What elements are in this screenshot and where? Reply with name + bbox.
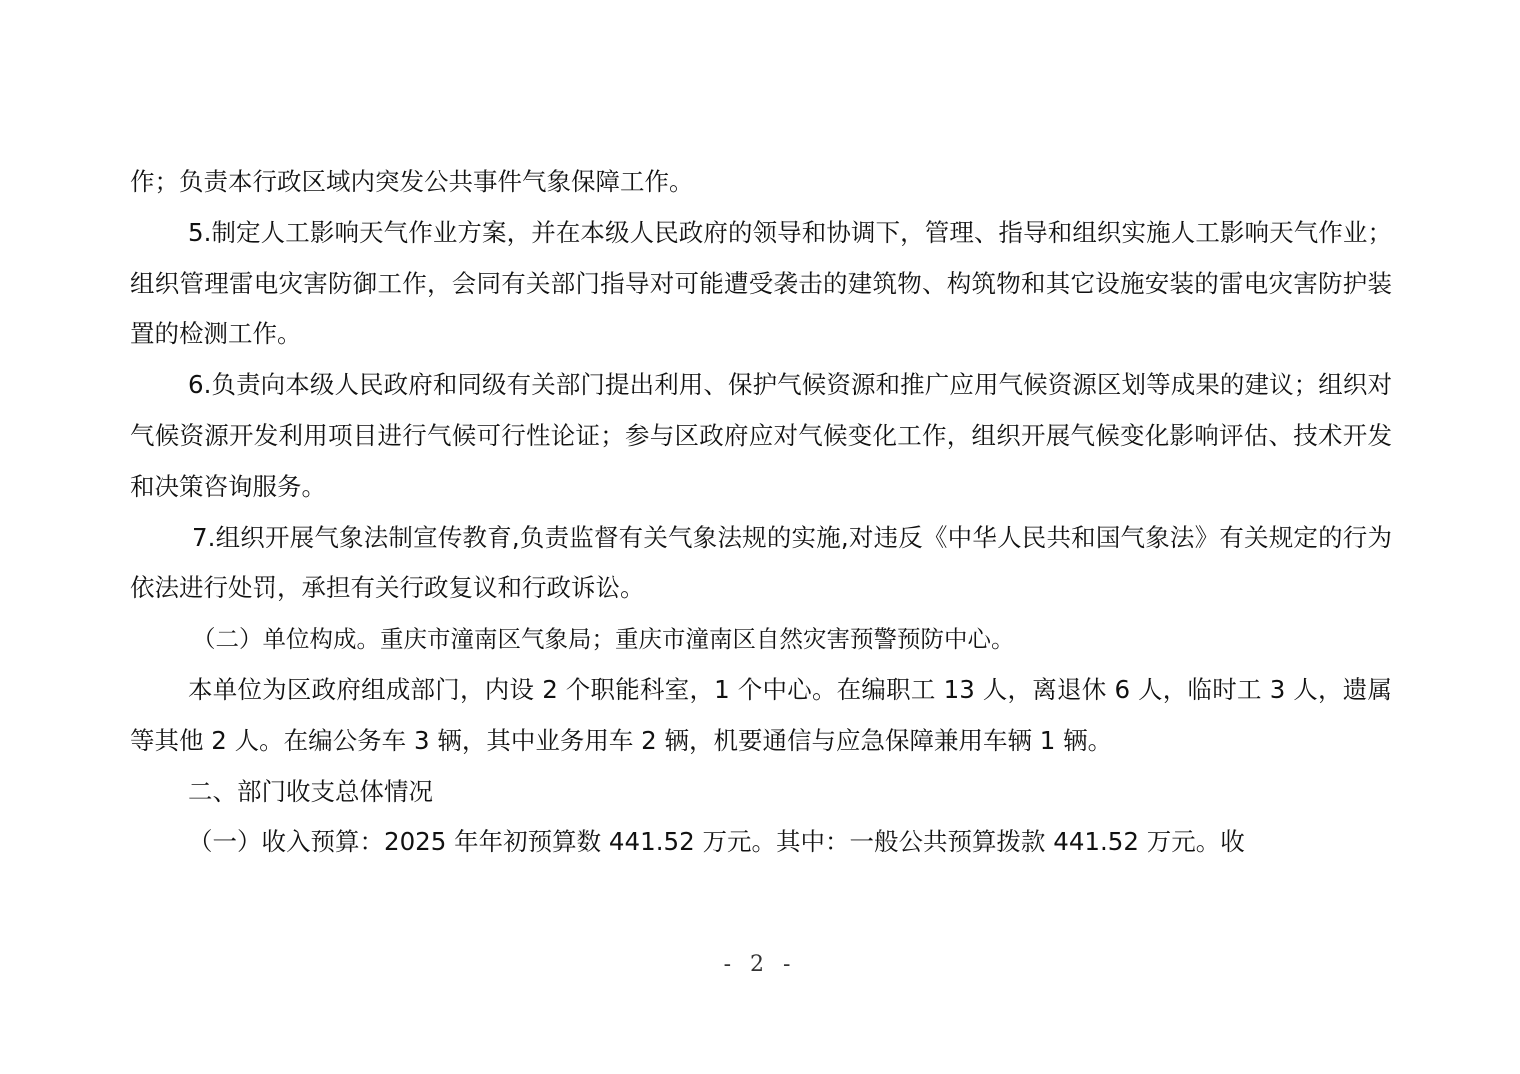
page-number: - 2 - [723, 952, 797, 977]
paragraph-item-5: 5.制定人工影响天气作业方案，并在本级人民政府的领导和协调下，管理、指导和组织实施人工影响天气作业；组织管理雷电灾害防御工作，会同有关部门指导对可能遭受袭击的建筑物、构筑物和其它设施安装的雷电灾害防护装置的检测工作。 [130, 217, 1392, 349]
paragraph-unit-composition: （二）单位构成。重庆市潼南区气象局；重庆市潼南区自然灾害预警预防中心。 [192, 625, 1015, 654]
section-heading-revenue-expenditure: 二、部门收支总体情况 [188, 776, 433, 806]
document-body [130, 157, 1392, 868]
paragraph-item-7: 7.组织开展气象法制宣传教育,负责监督有关气象法规的实施,对违反《中华人民共和国气象法》有关规定的行为依法进行处罚，承担有关行政复议和行政诉讼。 [130, 522, 1392, 603]
paragraph-item-6: 6.负责向本级人民政府和同级有关部门提出利用、保护气候资源和推广应用气候资源区划等成果的建议；组织对气候资源开发利用项目进行气候可行性论证；参与区政府应对气候变化工作，组织开展气候变化影响评估、技术开发和决策咨询服务。 [130, 370, 1392, 501]
paragraph-continuation: 作；负责本行政区域内突发公共事件气象保障工作。 [130, 167, 694, 196]
paragraph-income-budget: （一）收入预算：2025 年年初预算数 441.52 万元。其中：一般公共预算拨款 441.52 万元。收 [188, 827, 1245, 857]
paragraph-unit-overview: 本单位为区政府组成部门，内设 2 个职能科室，1 个中心。在编职工 13 人，离退休 6 人，临时工 3 人，遗属等其他 2 人。在编公务车 3 辆，其中业务用车 2 辆，机要通信与应急保障兼用车辆 1 辆。 [130, 674, 1392, 755]
